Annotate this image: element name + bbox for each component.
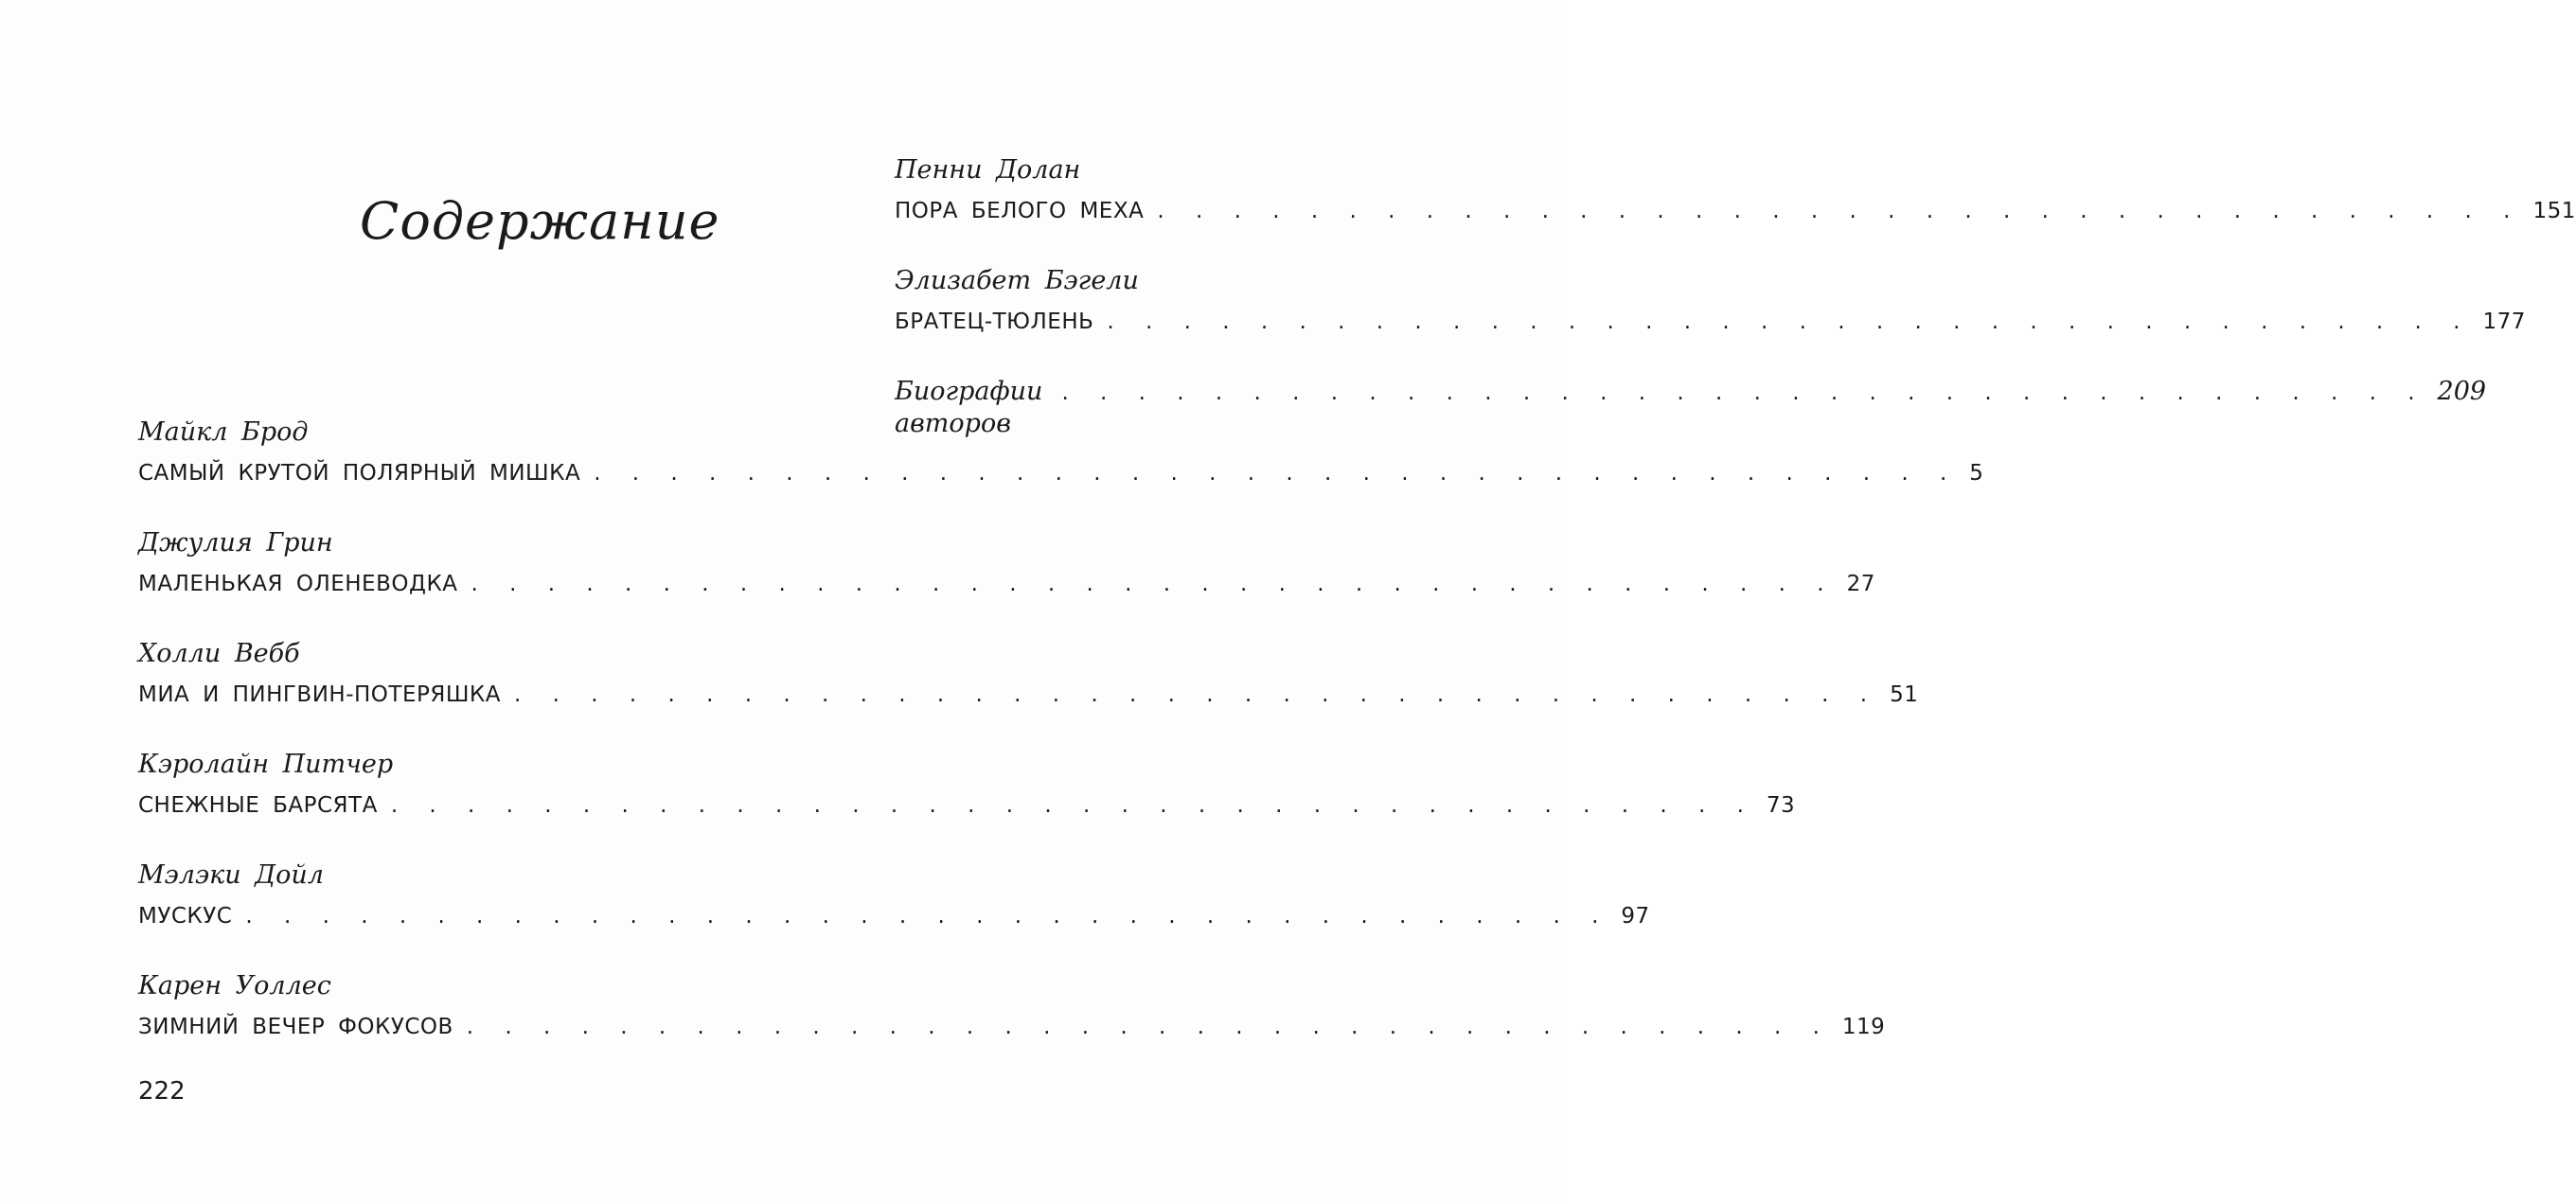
story-line[interactable]: [138, 680, 1919, 710]
dot-leader: . . . . . . . . . . . . . . . . . . . . . . . . . . . . . . . . . . . .: [1061, 381, 2425, 405]
page-number: 209: [2437, 377, 2487, 406]
author-name: Джулия Грин: [138, 528, 333, 558]
story-title: МИА И ПИНГВИН-ПОТЕРЯШКА: [138, 682, 501, 707]
dot-leader: . . . . . . . . . . . . . . . . . . . . . . . . . . . . . . . . . . . .: [466, 1015, 1829, 1039]
page-number: 27: [1846, 572, 1875, 596]
story-line[interactable]: [138, 901, 1650, 931]
story-title: МАЛЕНЬКАЯ ОЛЕНЕВОДКА: [138, 572, 458, 596]
story-line[interactable]: [138, 458, 1984, 488]
dot-leader: . . . . . . . . . . . . . . . . . . . . . . . . . . . . . . . . . . . .: [594, 461, 1957, 486]
page-number: 5: [1969, 461, 1984, 486]
biographies-line[interactable]: [895, 376, 2487, 440]
toc-entry: [138, 416, 1984, 501]
folio-page-number: 222: [138, 1077, 186, 1106]
page-number: 73: [1766, 793, 1796, 818]
dot-leader: . . . . . . . . . . . . . . . . . . . . . . . . . . . . . . . . . . . .: [514, 682, 1877, 707]
author-name: Карен Уоллес: [138, 971, 331, 1000]
toc-entry: [138, 527, 1875, 611]
page-number: 51: [1890, 682, 1919, 707]
toc-entry: [138, 749, 1796, 833]
page-number: 151: [2532, 199, 2576, 223]
story-title: СНЕЖНЫЕ БАРСЯТА: [138, 793, 378, 818]
author-name: Мэлэки Дойл: [138, 860, 324, 890]
biographies-label: Биографии авторов: [895, 377, 1043, 438]
toc-entry: [895, 265, 2526, 349]
story-title: ПОРА БЕЛОГО МЕХА: [895, 199, 1145, 223]
author-name: Холли Вебб: [138, 639, 300, 668]
story-line[interactable]: [138, 1012, 1886, 1042]
story-line[interactable]: [895, 196, 2576, 226]
story-title: ЗИМНИЙ ВЕЧЕР ФОКУСОВ: [138, 1015, 453, 1039]
toc-entry: [138, 638, 1919, 722]
story-line[interactable]: [138, 569, 1875, 599]
dot-leader: . . . . . . . . . . . . . . . . . . . . . . . . . . . . . . . . . . . .: [245, 904, 1608, 929]
toc-entry: [138, 970, 1886, 1054]
dot-leader: . . . . . . . . . . . . . . . . . . . . . . . . . . . . . . . . . . . .: [471, 572, 1834, 596]
story-line[interactable]: [138, 790, 1796, 821]
toc-entry: [138, 859, 1650, 944]
dot-leader: . . . . . . . . . . . . . . . . . . . . . . . . . . . . . . . . . . . .: [1107, 310, 2470, 334]
story-title: САМЫЙ КРУТОЙ ПОЛЯРНЫЙ МИШКА: [138, 461, 581, 486]
page-title: Содержание: [360, 191, 720, 251]
story-line[interactable]: [895, 307, 2526, 337]
page-number: 97: [1621, 904, 1650, 929]
story-title: БРАТЕЦ-ТЮЛЕНЬ: [895, 310, 1094, 334]
toc-left-column: [138, 416, 1984, 1081]
author-name: Кэролайн Питчер: [138, 750, 394, 779]
page-number: 119: [1841, 1015, 1886, 1039]
toc-entry: [895, 154, 2576, 239]
page-number: 177: [2482, 310, 2526, 334]
author-name: Пенни Долан: [895, 155, 1081, 185]
dot-leader: . . . . . . . . . . . . . . . . . . . . . . . . . . . . . . . . . . . .: [390, 793, 1753, 818]
toc-right-column: [895, 154, 2576, 440]
author-name: Майкл Брод: [138, 417, 309, 447]
story-title: МУСКУС: [138, 904, 233, 929]
dot-leader: . . . . . . . . . . . . . . . . . . . . . . . . . . . . . . . . . . . .: [1157, 199, 2520, 223]
author-name: Элизабет Бэгели: [895, 266, 1139, 295]
